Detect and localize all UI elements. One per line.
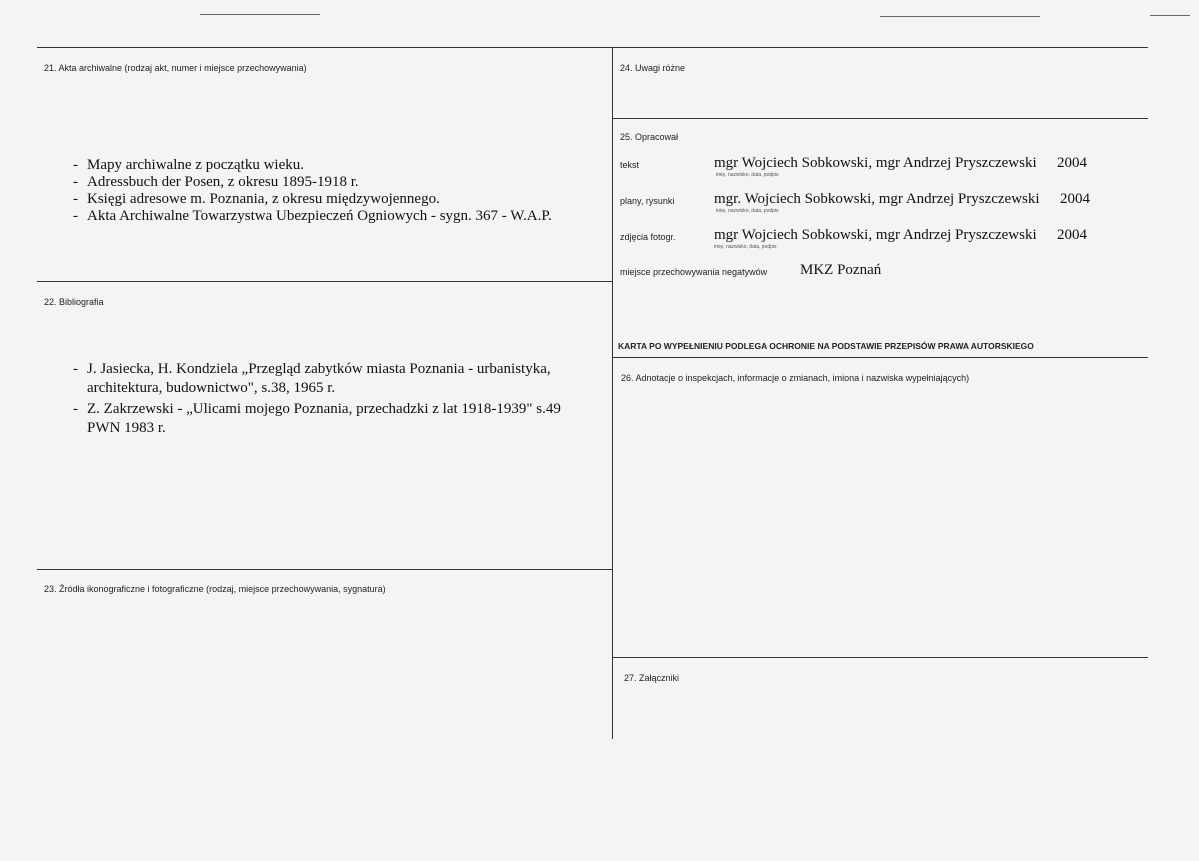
negatives-location-label: miejsce przechowywania negatywów bbox=[620, 267, 768, 277]
signature-caption: imię, nazwisko, data, podpis bbox=[714, 244, 777, 250]
section-24-label: 24. Uwagi różne bbox=[620, 63, 686, 73]
copyright-notice: KARTA PO WYPEŁNIENIU PODLEGA OCHRONIE NA PODSTAWIE PRZEPISÓW PRAWA AUTORSKIEGO bbox=[618, 341, 1034, 351]
divider-25-26 bbox=[612, 357, 1148, 358]
author-text-value: mgr Wojciech Sobkowski, mgr Andrzej Pryszczewski bbox=[714, 155, 1037, 171]
section-25-label: 25. Opracował bbox=[620, 132, 679, 142]
archival-records-list bbox=[73, 157, 603, 225]
section-26-label: 26. Adnotacje o inspekcjach, informacje o zmianach, imiona i nazwiska wypełniających) bbox=[621, 373, 970, 383]
column-divider bbox=[612, 47, 613, 739]
row-label-text: tekst bbox=[620, 160, 640, 170]
scan-edge-line bbox=[880, 16, 1040, 17]
author-text-year: 2004 bbox=[1057, 155, 1087, 171]
list-item: - Z. Zakrzewski - „Ulicami mojego Poznania, przechadzki z lat 1918-1939" s.49 PWN 1983 r. bbox=[73, 400, 583, 438]
section-22-label: 22. Bibliografia bbox=[44, 297, 104, 307]
section-23-label: 23. Źródła ikonograficzne i fotograficzne (rodzaj, miejsce przechowywania, sygnatura) bbox=[44, 584, 386, 594]
author-photos-value: mgr Wojciech Sobkowski, mgr Andrzej Pryszczewski bbox=[714, 227, 1037, 243]
list-item: - Adressbuch der Posen, z okresu 1895-1918 r. bbox=[73, 174, 603, 191]
section-21-label: 21. Akta archiwalne (rodzaj akt, numer i miejsce przechowywania) bbox=[44, 63, 307, 73]
author-plans-value: mgr. Wojciech Sobkowski, mgr Andrzej Pryszczewski bbox=[714, 191, 1040, 207]
scan-edge-line bbox=[1150, 15, 1190, 16]
row-label-plans: plany, rysunki bbox=[620, 196, 675, 206]
bibliography-list bbox=[73, 360, 583, 438]
top-border bbox=[37, 47, 1148, 48]
divider-24-25 bbox=[612, 118, 1148, 119]
signature-caption: imię, nazwisko, data, podpis bbox=[716, 172, 779, 178]
signature-caption: imię, nazwisko, data, podpis bbox=[716, 208, 779, 214]
list-item: - J. Jasiecka, H. Kondziela „Przegląd zabytków miasta Poznania - urbanistyka, architektura, budownictwo", s.38, 1965 r. bbox=[73, 360, 583, 398]
list-item: - Księgi adresowe m. Poznania, z okresu międzywojennego. bbox=[73, 191, 603, 208]
section-27-label: 27. Załączniki bbox=[624, 673, 680, 683]
scan-edge-line bbox=[200, 14, 320, 15]
negatives-location-value: MKZ Poznań bbox=[800, 262, 882, 278]
list-item: - Mapy archiwalne z początku wieku. bbox=[73, 157, 603, 174]
author-plans-year: 2004 bbox=[1060, 191, 1090, 207]
divider-21-22 bbox=[37, 281, 612, 282]
divider-22-23 bbox=[37, 569, 612, 570]
row-label-photos: zdjęcia fotogr. bbox=[620, 232, 676, 242]
list-item: - Akta Archiwalne Towarzystwa Ubezpieczeń Ogniowych - sygn. 367 - W.A.P. bbox=[73, 208, 603, 225]
divider-26-27 bbox=[612, 657, 1148, 658]
author-photos-year: 2004 bbox=[1057, 227, 1087, 243]
